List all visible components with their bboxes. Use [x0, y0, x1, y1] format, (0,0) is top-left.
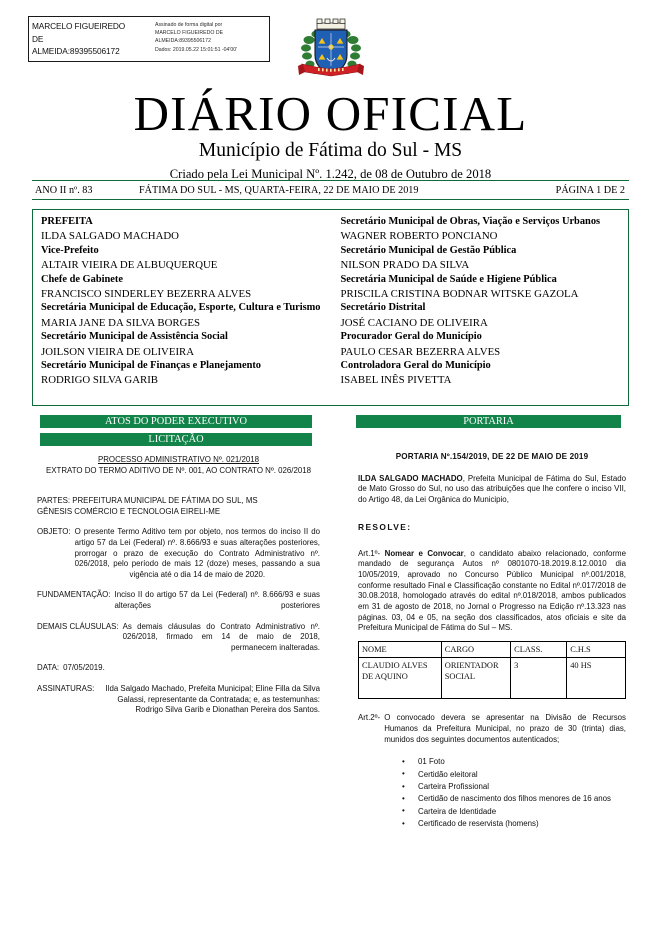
- official-name: JOILSON VIEIRA DE OLIVEIRA: [41, 345, 195, 358]
- official-name: RODRIGO SILVA GARIB: [41, 374, 158, 387]
- official-role: Procurador Geral do Município: [340, 331, 482, 343]
- data-label: DATA:: [37, 663, 60, 673]
- demais-clausulas-text: As demais cláusulas do Contrato Administrativo nº. 026/2018, firmado em 14 de maio de 2018, permanecem inalteradas.: [122, 621, 320, 652]
- article-1: [358, 549, 626, 635]
- partes-line-2: GÊNESIS COMÉRCIO E TECNOLOGIA EIRELI-ME: [37, 506, 221, 516]
- masthead: [0, 88, 661, 183]
- assinaturas-label: ASSINATURAS:: [37, 683, 95, 693]
- list-item: • Carteira Profissional: [402, 781, 626, 792]
- demais-clausulas-label: DEMAIS CLÁUSULAS:: [37, 621, 119, 631]
- official-name: NILSON PRADO DA SILVA: [340, 259, 470, 272]
- extrato-heading: EXTRATO DO TERMO ADITIVO DE Nº. 001, AO CONTRATO Nº. 026/2018: [45, 465, 312, 475]
- officials-box: [32, 209, 629, 406]
- digital-signature-stamp: [28, 16, 270, 62]
- column-header-chs: C.H.S: [567, 642, 626, 658]
- portaria-column: [358, 452, 626, 831]
- data-field: [37, 663, 320, 674]
- assinaturas-field: [37, 684, 320, 716]
- list-item: • Certidão eleitoral: [402, 769, 626, 780]
- official-name: JOSÉ CACIANO DE OLIVEIRA: [340, 316, 488, 329]
- official-role: Secretário Distrital: [340, 302, 426, 314]
- official-role: Secretário Municipal de Assistência Social: [41, 331, 228, 343]
- column-header-cargo: CARGO: [441, 642, 510, 658]
- fundamentacao-field: [37, 590, 320, 611]
- page-title: DIÁRIO OFICIAL: [133, 86, 528, 141]
- column-header-class: CLASS.: [511, 642, 567, 658]
- official-name: PRISCILA CRISTINA BODNAR WITSKE GAZOLA: [340, 288, 579, 301]
- data-text: 07/05/2019.: [63, 663, 105, 673]
- issue-place-date: FÁTIMA DO SUL - MS, QUARTA-FEIRA, 22 DE MAIO DE 2019: [139, 184, 419, 196]
- official-name: MARIA JANE DA SILVA BORGES: [41, 316, 200, 329]
- required-documents-list: [358, 756, 626, 829]
- article-1-label: Art.1º-: [358, 548, 381, 558]
- portaria-preamble: [358, 474, 626, 506]
- licitacao-column: [37, 455, 320, 716]
- section-banner-licitacao: LICITAÇÃO: [40, 433, 312, 446]
- coat-of-arms-icon: [296, 14, 366, 88]
- section-banner-atos-do-poder-executivo: ATOS DO PODER EXECUTIVO: [40, 415, 312, 428]
- signature-signer-name: MARCELO FIGUEIREDO DE ALMEIDA:89395506172: [32, 21, 126, 56]
- list-item: • Certidão de nascimento dos filhos menores de 16 anos: [402, 793, 626, 804]
- objeto-field: [37, 527, 320, 580]
- official-role: Controladora Geral do Município: [340, 360, 491, 372]
- masthead-law-line: Criado pela Lei Municipal Nº. 1.242, de 08 de Outubro de 2018: [169, 167, 492, 181]
- official-role: Chefe de Gabinete: [41, 273, 123, 285]
- officials-column-left: [33, 215, 331, 405]
- preamble-mayor-name: ILDA SALGADO MACHADO: [358, 473, 463, 483]
- official-name: WAGNER ROBERTO PONCIANO: [340, 230, 498, 243]
- table-header-row: [359, 642, 626, 658]
- issue-year-number: ANO II nº. 83: [35, 184, 93, 196]
- official-role: Vice-Prefeito: [41, 244, 99, 256]
- fundamentacao-label: FUNDAMENTAÇÃO:: [37, 590, 111, 600]
- issue-page-number: PÁGINA 1 DE 2: [555, 184, 625, 196]
- official-name: PAULO CESAR BEZERRA ALVES: [340, 345, 501, 358]
- signature-metadata: Assinado de forma digital por MARCELO FIGUEIREDO DE ALMEIDA:89395506172 Dados: 2019.05.22 15:01:51 -04'00': [155, 22, 238, 53]
- section-banner-portaria: PORTARIA: [356, 415, 621, 428]
- cell-nome: CLAUDIO ALVES DE AQUINO: [359, 658, 442, 699]
- official-role: Secretária Municipal de Saúde e Higiene Pública: [340, 273, 557, 285]
- preamble-text: , Prefeita Municipal de Fátima do Sul, Estado de Mato Grosso do Sul, no uso das atribuições que lhe confere o inciso VII, do Artigo 48, da Lei Orgânica do Municipio,: [358, 473, 626, 505]
- official-role: Secretário Municipal de Gestão Pública: [340, 244, 517, 256]
- assinaturas-text: Ilda Salgado Machado, Prefeita Municipal; Eline Filla da Silva Galassi, representante da Contratada; e, as testemunhas: Rodrigo Silva Garib e Dionathan Pereira dos Santos.: [105, 683, 320, 715]
- official-role: Secretária Municipal de Educação, Esporte, Cultura e Turismo: [41, 302, 321, 314]
- official-role: Secretário Municipal de Finanças e Planejamento: [41, 360, 262, 372]
- article-1-text: , o candidato abaixo relacionado, conforme mandado de segurança Autos nº 0801070-18.2019.8.12.0010 dia 10/05/2019, aprovado no Concurso Público Municipal nº.001/2018, conforme resultado Final e Classificação constante no Edital nº.017/2018 de 30.08.2018, homologado através do edital nº.018/2018, ambos publicados em 31 de agosto de 2018, no Jornal o Progresso na Edição nº.13.323 nas páginas. 03, 04 e 05, na seção dos classificados, atos oficiais e site da Prefeitura Municipal de Fátima do Sul – MS.: [358, 548, 626, 633]
- objeto-text: O presente Termo Aditivo tem por objeto, nos termos do inciso II do artigo 57 da Lei (Federal) nº. 8.666/93 e suas alterações posteriores, prorrogar o prazo de execução do Contrato Administrativo nº. 026/2018, pelo período de mais 12 (doze) meses, passando a sua vigência até o dia 14 de maio de 2020.: [74, 527, 320, 579]
- objeto-label: OBJETO:: [37, 527, 71, 537]
- demais-clausulas-field: [37, 622, 320, 654]
- list-item: • 01 Foto: [402, 756, 626, 767]
- list-item: • Certificado de reservista (homens): [402, 818, 626, 829]
- masthead-subtitle: Município de Fátima do Sul - MS: [198, 140, 463, 161]
- official-name: ALTAIR VIEIRA DE ALBUQUERQUE: [41, 259, 218, 272]
- cell-cargo: ORIENTADOR SOCIAL: [441, 658, 510, 699]
- processo-administrativo-heading: PROCESSO ADMINISTRATIVO Nº. 021/2018: [97, 455, 260, 464]
- table-row: [359, 658, 626, 699]
- cell-class: 3: [511, 658, 567, 699]
- officials-column-right: [331, 215, 629, 405]
- official-role: PREFEITA: [41, 216, 93, 227]
- official-name: ISABEL INÊS PIVETTA: [340, 374, 452, 387]
- partes-line-1: PARTES: PREFEITURA MUNICIPAL DE FÁTIMA DO SUL, MS: [37, 496, 258, 506]
- cell-chs: 40 HS: [567, 658, 626, 699]
- list-item: • Carteira de Identidade: [402, 806, 626, 817]
- fundamentacao-text: Inciso II do artigo 57 da Lei (Federal) nº. 8.666/93 e suas alterações posteriores: [114, 590, 320, 610]
- official-role: Secretário Municipal de Obras, Viação e Serviços Urbanos: [340, 216, 601, 227]
- article-1-action: Nomear e Convocar: [384, 548, 464, 558]
- official-name: FRANCISCO SINDERLEY BEZERRA ALVES: [41, 288, 252, 301]
- article-2: [358, 713, 626, 745]
- official-name: ILDA SALGADO MACHADO: [41, 230, 179, 243]
- nominee-table: [358, 641, 626, 699]
- resolve-label: RESOLVE:: [358, 521, 412, 532]
- article-2-label: Art.2º-: [358, 713, 381, 723]
- issue-bar: [32, 180, 629, 200]
- article-2-text: O convocado devera se apresentar na Divisão de Recursos Humanos da Prefeitura Municipal, no prazo de 30 (trinta) dias, munidos dos seguintes documentos autenticados;: [384, 713, 626, 744]
- portaria-title: PORTARIA Nº.154/2019, DE 22 DE MAIO DE 2019: [395, 452, 589, 461]
- column-header-nome: NOME: [359, 642, 442, 658]
